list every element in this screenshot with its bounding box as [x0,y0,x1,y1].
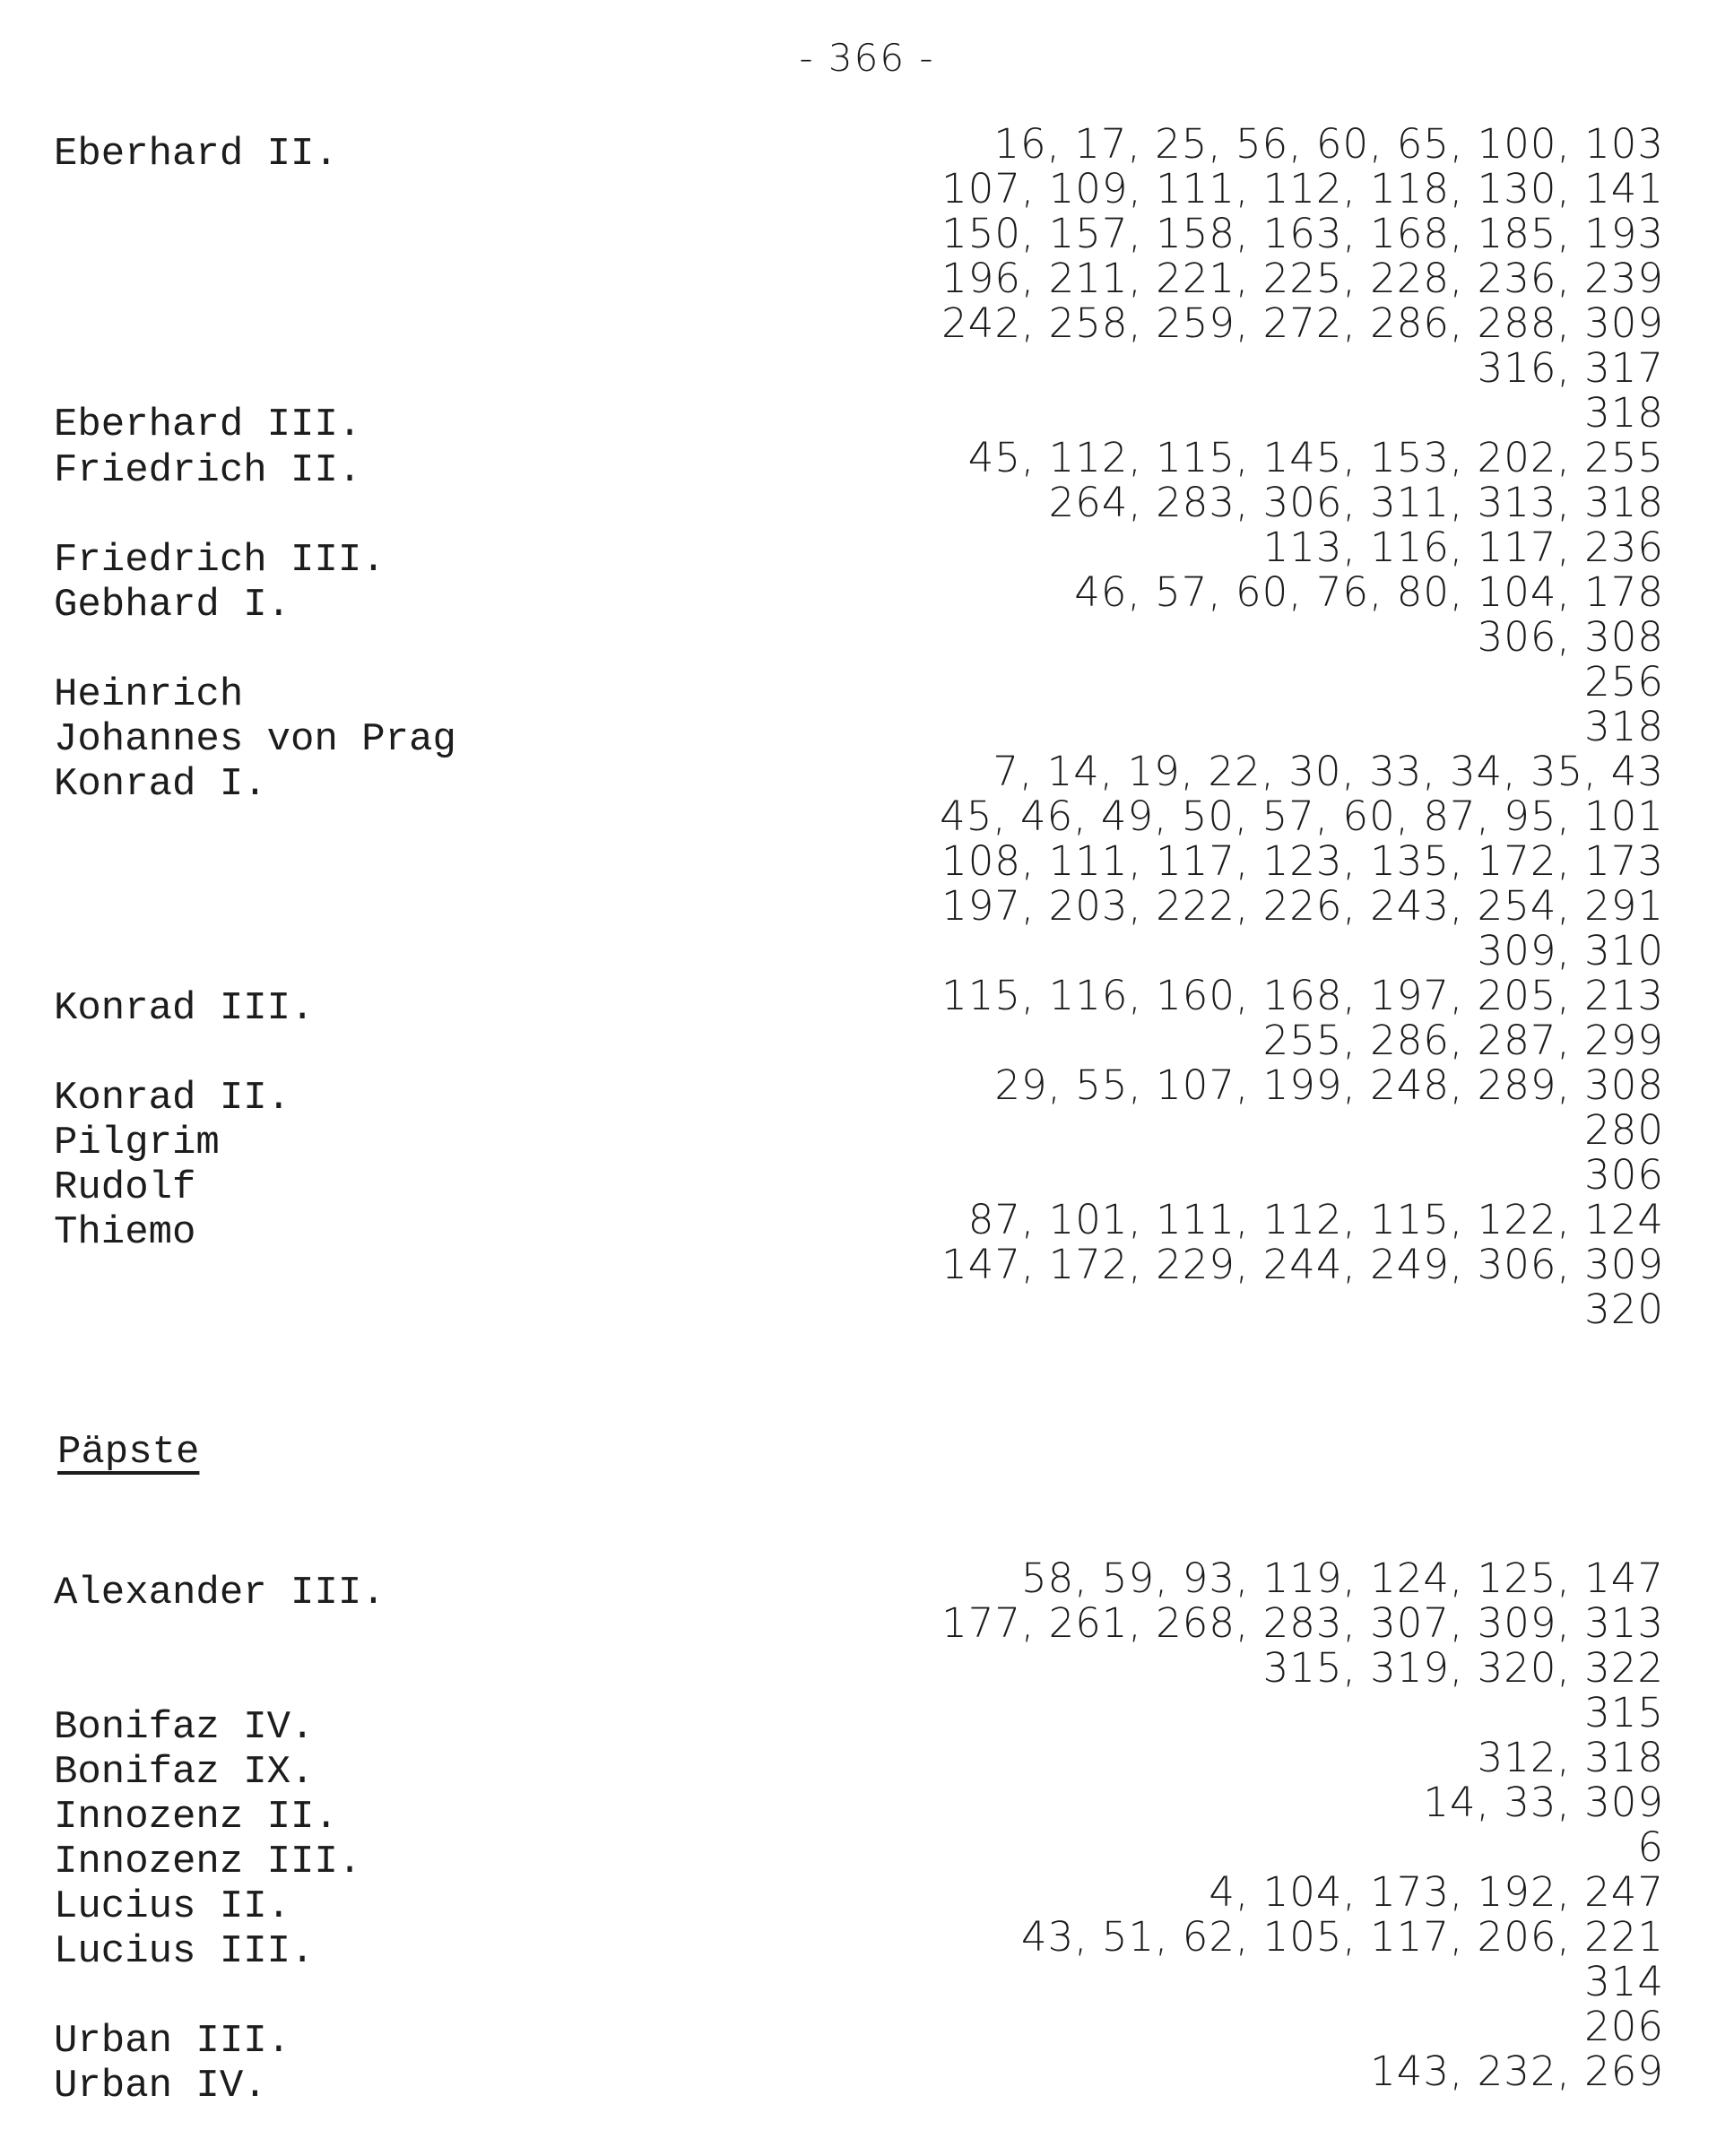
page-refs-line: 315, 319, 320, 322 [1262,1644,1664,1692]
entry-name: Urban III. [54,2019,291,2064]
entry-name: Innozenz III. [54,1840,362,1884]
page-refs-line: 46, 57, 60, 76, 80, 104, 178 [1074,568,1664,616]
section-heading: Päpste [57,1430,200,1475]
entry-name: Urban IV. [54,2064,267,2108]
page-refs-line: 107, 109, 111, 112, 118, 130, 141 [941,165,1664,212]
page-refs-line: 315 [1584,1689,1664,1736]
page-refs-line: 150, 157, 158, 163, 168, 185, 193 [941,210,1664,257]
page-refs-line: 256 [1584,658,1664,706]
page-refs-line: 242, 258, 259, 272, 286, 288, 309 [941,299,1664,347]
page-refs-line: 264, 283, 306, 311, 313, 318 [1048,479,1664,526]
page-refs-line: 43, 51, 62, 105, 117, 206, 221 [1021,1913,1664,1961]
page-refs-line: 45, 46, 49, 50, 57, 60, 87, 95, 101 [940,792,1664,840]
page-refs-line: 7, 14, 19, 22, 30, 33, 34, 35, 43 [993,748,1664,795]
page-refs-line: 314 [1584,1958,1664,2005]
page-refs-line: 113, 116, 117, 236 [1262,524,1664,571]
page-refs-line: 45, 112, 115, 145, 153, 202, 255 [967,434,1664,481]
entry-name: Bonifaz IX. [54,1750,315,1795]
entry-name: Friedrich III. [54,538,386,583]
page-refs-line: 320 [1584,1286,1664,1333]
page-refs-line: 147, 172, 229, 244, 249, 306, 309 [941,1241,1664,1288]
page-refs-line: 16, 17, 25, 56, 60, 65, 100, 103 [993,120,1664,168]
page-refs-line: 87, 101, 111, 112, 115, 122, 124 [967,1196,1664,1243]
entry-name: Alexander III. [54,1571,386,1615]
entry-name: Heinrich [54,672,244,717]
page-refs-line: 318 [1584,389,1664,437]
page-refs-line: 58, 59, 93, 119, 124, 125, 147 [1021,1554,1664,1602]
page-refs-line: 108, 111, 117, 123, 135, 172, 173 [941,837,1664,885]
entry-name: Thiemo [54,1210,196,1255]
page-refs-line: 318 [1584,703,1664,750]
entry-name: Konrad II. [54,1076,291,1121]
entry-name: Bonifaz IV. [54,1705,315,1750]
page-refs-line: 177, 261, 268, 283, 307, 309, 313 [941,1599,1664,1647]
page-refs-line: 143, 232, 269 [1370,2048,1664,2095]
entry-name: Konrad III. [54,986,315,1031]
page-refs-line: 280 [1584,1106,1664,1154]
page-refs-line: 316, 317 [1477,344,1664,392]
page-refs-line: 309, 310 [1477,927,1664,974]
entry-name: Lucius III. [54,1929,315,1974]
entry-name: Innozenz II. [54,1795,338,1840]
entry-name: Eberhard II. [54,132,338,177]
entry-name: Konrad I. [54,762,267,807]
page-refs-line: 206 [1584,2003,1664,2050]
entry-name: Pilgrim [54,1121,220,1165]
entry-name: Eberhard III. [54,403,362,447]
page-refs-line: 306, 308 [1477,613,1664,661]
entry-name: Rudolf [54,1165,196,1210]
entry-name: Gebhard I. [54,583,291,628]
page-refs-line: 196, 211, 221, 225, 228, 236, 239 [941,255,1664,302]
page-refs-line: 4, 104, 173, 192, 247 [1209,1868,1664,1916]
page-refs-line: 115, 116, 160, 168, 197, 205, 213 [941,972,1664,1019]
entry-name: Lucius II. [54,1884,291,1929]
entry-name: Johannes von Prag [54,717,456,762]
page-refs-line: 306 [1584,1151,1664,1199]
page-refs-line: 197, 203, 222, 226, 243, 254, 291 [941,882,1664,930]
page-refs-line: 29, 55, 107, 199, 248, 289, 308 [994,1061,1664,1109]
page-refs-line: 312, 318 [1477,1734,1664,1781]
entry-name: Friedrich II. [54,448,362,493]
page-refs-line: 14, 33, 309 [1423,1779,1664,1826]
page-refs-line: 255, 286, 287, 299 [1262,1017,1664,1064]
page-refs-line: 6 [1637,1823,1664,1871]
page-number: - 366 - [799,36,935,80]
